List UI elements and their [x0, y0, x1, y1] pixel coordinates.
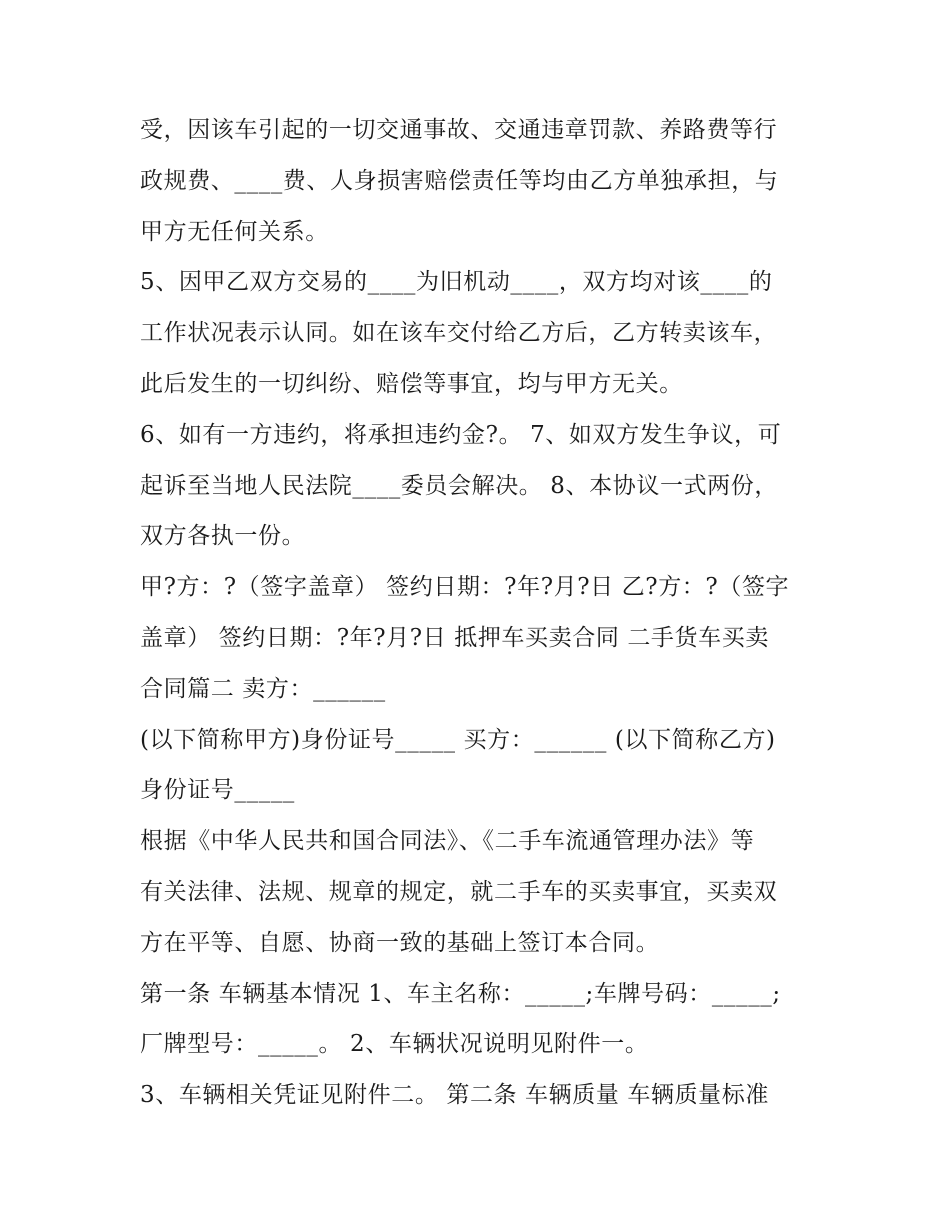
text-line: 盖章） 签约日期：?年?月?日 抵押车买卖合同 二手货车买卖: [140, 624, 769, 651]
text-line: 第一条 车辆基本情况 1、车主名称：_____;车牌号码：_____;: [140, 980, 781, 1007]
text-line: 有关法律、法规、规章的规定，就二手车的买卖事宜，买卖双: [140, 878, 778, 905]
text-line: 根据《中华人民共和国合同法》、《二手车流通管理办法》等: [140, 828, 755, 855]
text-line: 身份证号_____: [140, 777, 295, 804]
text-line: 厂牌型号：_____。 2、车辆状况说明见附件一。: [140, 1031, 649, 1058]
text-line: 甲方无任何关系。: [140, 218, 329, 245]
contract-text: [140, 105, 820, 1121]
text-line: 5、因甲乙双方交易的____为旧机动____，双方均对该____的: [140, 269, 773, 296]
text-line: 此后发生的一切纠纷、赔偿等事宜，均与甲方无关。: [140, 370, 683, 397]
text-line: (以下简称甲方)身份证号_____ 买方：______ (以下简称乙方): [140, 726, 776, 753]
text-line: 6、如有一方违约，将承担违约金?。 7、如双方发生争议，可: [140, 421, 782, 448]
text-line: 方在平等、自愿、协商一致的基础上签订本合同。: [140, 929, 660, 956]
text-line: 受，因该车引起的一切交通事故、交通违章罚款、养路费等行: [140, 117, 778, 143]
text-line: 甲?方：?（签字盖章） 签约日期：?年?月?日 乙?方：?（签字: [140, 574, 790, 601]
text-line: 双方各执一份。: [140, 523, 306, 550]
text-line: 3、车辆相关凭证见附件二。 第二条 车辆质量 车辆质量标准: [140, 1082, 769, 1109]
text-line: 工作状况表示认同。如在该车交付给乙方后，乙方转卖该车，: [140, 320, 778, 347]
text-line: 起诉至当地人民法院____委员会解决。 8、本协议一式两份，: [140, 472, 778, 499]
text-line: 政规费、____费、人身损害赔偿责任等均由乙方单独承担，与: [140, 167, 779, 194]
text-line: 合同篇二 卖方：______: [140, 675, 386, 702]
